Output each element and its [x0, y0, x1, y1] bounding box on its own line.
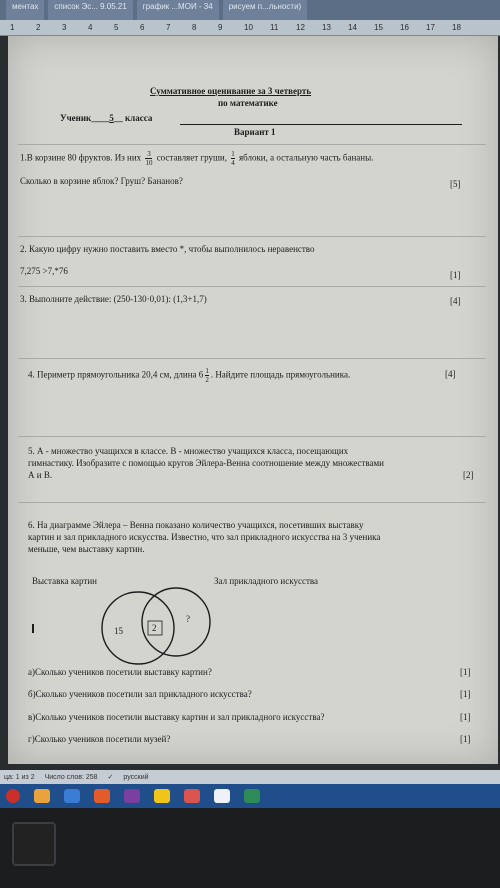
- tab-list[interactable]: список Эс... 9.05.21: [48, 0, 132, 20]
- tab-schedule[interactable]: график ...МОИ - 34: [137, 0, 219, 20]
- question-2: 2. Какую цифру нужно поставить вместо *, чтобы выполнилось неравенство: [20, 244, 315, 254]
- ruler-tick: 7: [166, 23, 171, 32]
- divider: [18, 144, 486, 145]
- question-4: 4. Периметр прямоугольника 20,4 см, длина 6 $\frac{1}{2}$ . Найдите площадь прямоугольника.: [28, 367, 351, 384]
- question-4-points: [4]: [445, 369, 456, 379]
- question-2-points: [1]: [450, 270, 461, 280]
- ruler-tick: 4: [88, 23, 93, 32]
- taskbar-tabs: [0, 0, 500, 20]
- question-6b-points: [1]: [460, 689, 471, 699]
- ruler[interactable]: [0, 20, 500, 36]
- excel-icon[interactable]: [244, 789, 260, 803]
- document-page: [8, 36, 498, 764]
- ruler-tick: 12: [296, 23, 305, 32]
- ruler-tick: 10: [244, 23, 253, 32]
- yandex-icon[interactable]: [184, 789, 200, 803]
- language[interactable]: русский: [123, 773, 149, 781]
- ruler-tick: 18: [452, 23, 461, 32]
- app-icon[interactable]: [124, 789, 140, 803]
- question-3: 3. Выполните действие: (250-130·0,01): (1,3+1,7): [20, 294, 207, 304]
- question-6d: г)Сколько учеников посетили музей?: [28, 734, 171, 744]
- spellcheck-icon[interactable]: ✓: [107, 774, 114, 781]
- divider: [18, 358, 486, 359]
- venn-label-right: Зал прикладного искусства: [214, 576, 319, 586]
- divider: [18, 236, 486, 237]
- page-count[interactable]: ца: 1 из 2: [4, 773, 35, 781]
- taskbar: [0, 784, 500, 808]
- tab-documents[interactable]: ментах: [6, 0, 44, 20]
- ruler-tick: 15: [374, 23, 383, 32]
- folder-icon[interactable]: [34, 789, 50, 803]
- ruler-tick: 8: [192, 23, 197, 32]
- ruler-tick: 9: [218, 23, 223, 32]
- question-6-line3: меньше, чем выставку картин.: [28, 544, 145, 554]
- divider: [18, 436, 486, 437]
- question-6c-points: [1]: [460, 712, 471, 722]
- question-6d-points: [1]: [460, 734, 471, 744]
- venn-value-mid: 2: [152, 623, 157, 633]
- doc-subject: по математике: [218, 98, 278, 108]
- word-icon[interactable]: [214, 789, 230, 803]
- question-5-points: [2]: [463, 470, 474, 480]
- ruler-tick: 3: [62, 23, 67, 32]
- ruler-tick: 5: [114, 23, 119, 32]
- divider: [18, 286, 486, 287]
- name-line: [180, 124, 462, 125]
- ruler-tick: 14: [348, 23, 357, 32]
- question-5-line1: 5. А - множество учащихся в классе. В - множество учащихся класса, посещающих: [28, 446, 349, 456]
- question-1: 1.В корзине 80 фруктов. Из них $\frac{3}{10}$ составляет груши, $\frac{1}{4}$ яблоки, а остальную часть бананы.: [20, 150, 374, 167]
- venn-circle-right: [142, 588, 210, 656]
- word-count[interactable]: Число слов: 258: [44, 773, 98, 781]
- ruler-tick: 16: [400, 23, 409, 32]
- monitor-bezel: [0, 808, 500, 888]
- status-bar: [0, 770, 500, 784]
- monitor-logo: [12, 822, 56, 866]
- ruler-tick: 11: [270, 23, 279, 32]
- chrome-icon[interactable]: [154, 789, 170, 803]
- question-3-points: [4]: [450, 296, 461, 306]
- ruler-tick: 13: [322, 23, 331, 32]
- variant: Вариант 1: [234, 127, 276, 137]
- ruler-tick: 2: [36, 23, 41, 32]
- question-6a-points: [1]: [460, 667, 471, 677]
- ruler-tick: 17: [426, 23, 435, 32]
- doc-title: Суммативное оценивание за 3 четверть: [150, 86, 312, 96]
- text-cursor: [32, 624, 34, 633]
- question-5-line3: А и В.: [28, 470, 53, 480]
- question-1-points: [5]: [450, 179, 461, 189]
- question-6-line1: 6. На диаграмме Эйлера – Венна показано количество учащихся, посетивших выставку: [28, 520, 364, 530]
- question-6b: б)Сколько учеников посетили зал прикладного искусства?: [28, 689, 252, 699]
- question-5-line2: гимнастику. Изобразите с помощью кругов Эйлера-Венна соотношение между множествами: [28, 458, 384, 468]
- browser-icon[interactable]: [64, 789, 80, 803]
- media-icon[interactable]: [94, 789, 110, 803]
- question-6-line2: картин и зал прикладного искусства. Известно, что зал прикладного искусства на 3 ученика: [28, 532, 381, 542]
- question-2-expression: 7,275 >7,*76: [20, 266, 68, 276]
- start-icon[interactable]: [6, 789, 20, 803]
- venn-value-left: 15: [114, 626, 123, 636]
- student-label: Ученик____5__ класса: [60, 113, 153, 123]
- tab-drawing[interactable]: рисуем п...льности): [223, 0, 308, 20]
- divider: [18, 502, 486, 503]
- question-6a: а)Сколько учеников посетили выставку картин?: [28, 667, 212, 677]
- ruler-tick: 6: [140, 23, 145, 32]
- question-1-line2: Сколько в корзине яблок? Груш? Бананов?: [20, 176, 183, 186]
- ruler-tick: 1: [10, 23, 15, 32]
- question-6c: в)Сколько учеников посетили выставку картин и зал прикладного искусства?: [28, 712, 325, 722]
- venn-diagram: [8, 586, 498, 666]
- venn-label-left: Выставка картин: [32, 576, 97, 586]
- venn-value-right: ?: [186, 614, 190, 624]
